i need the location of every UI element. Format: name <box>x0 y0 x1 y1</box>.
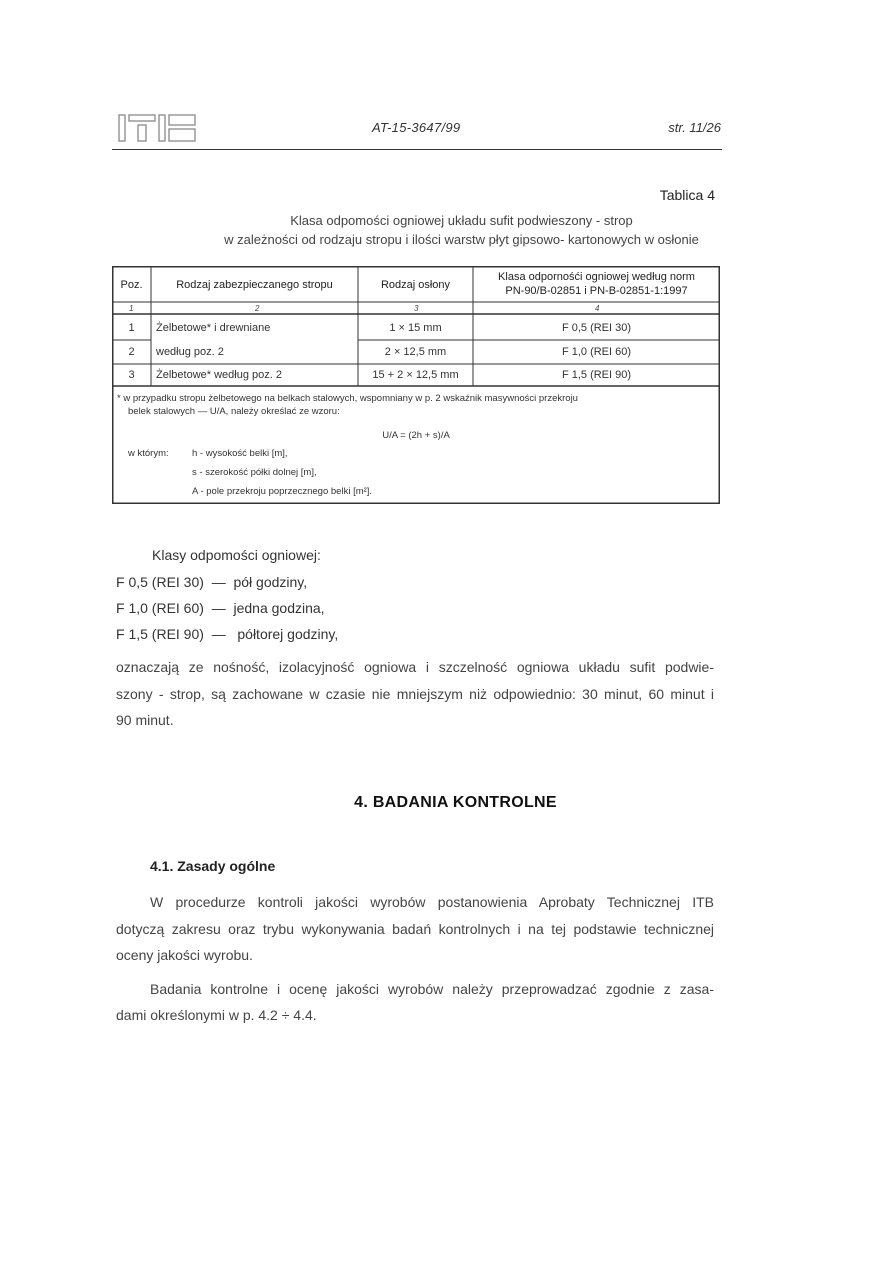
row2-klasa: F 1,0 (REI 60) <box>561 346 632 358</box>
section-heading: 4. BADANIA KONTROLNE <box>354 794 557 811</box>
footnote-def-h: h - wysokość belki [m], <box>192 448 288 459</box>
document-number: AT-15-3647/99 <box>372 120 461 135</box>
col-number-1: 1 <box>129 304 134 313</box>
para3-line2: dami określonymi w p. 4.2 ÷ 4.4. <box>116 1007 317 1023</box>
footnote-formula: U/A = (2h + s)/A <box>382 430 450 441</box>
header-klasa: Klasa odpornośći ogniowej według norm <box>498 271 695 283</box>
footnote-where-label: w którym: <box>128 448 169 459</box>
header-rodzaj-oslony: Rodzaj osłony <box>380 279 451 291</box>
para2-line3: oceny jakości wyrobu. <box>116 947 253 963</box>
row3-poz: 3 <box>128 369 135 381</box>
row3-oslona: 15 + 2 × 12,5 mm <box>372 369 459 381</box>
table-caption-line2: w zależności od rodzaju stropu i ilości warstw płyt gipsowo- kartonowych w osłonie <box>224 232 699 247</box>
para2-line1: W procedurze kontroli jakości wyrobów postanowienia Aprobaty Technicznej ITB <box>150 894 714 910</box>
para1-line2: szony - strop, są zachowane w czasie nie mniejszym niż odpowiednio: 30 minut, 60 minut i <box>116 686 714 702</box>
class-item-1: F 0,5 (REI 30) — pół godziny, <box>116 574 308 590</box>
row1-poz: 1 <box>128 322 135 334</box>
row3-klasa: F 1,5 (REI 90) <box>561 369 632 381</box>
col-number-4: 4 <box>595 304 600 313</box>
header-rodzaj-stropu: Rodzaj zabezpieczanego stropu <box>176 279 333 291</box>
row2-rodzaj: według poz. 2 <box>156 346 224 358</box>
row2-poz: 2 <box>128 346 135 358</box>
row2-oslona: 2 × 12,5 mm <box>384 346 447 358</box>
fire-resistance-table <box>112 266 720 504</box>
para1-line3: 90 minut. <box>116 712 174 728</box>
header-normy: PN-90/B-02851 i PN-B-02851-1:1997 <box>505 285 688 297</box>
classes-intro: Klasy odpomości ogniowej: <box>152 547 321 563</box>
footnote-line2: belek stalowych — U/A, należy określać ze wzoru: <box>128 406 340 417</box>
table-label: Tablica 4 <box>659 187 715 203</box>
subsection-heading: 4.1. Zasady ogólne <box>150 858 276 874</box>
row3-rodzaj: Żelbetowe* według poz. 2 <box>156 369 282 381</box>
class-item-3: F 1,5 (REI 90) — półtorej godziny, <box>116 626 339 642</box>
para1-line1: oznaczają ze nośność, izolacyjność ogniowa i szczelność ogniowa układu sufit podwie- <box>116 659 714 675</box>
col-number-2: 2 <box>255 304 260 313</box>
col-number-3: 3 <box>414 304 419 313</box>
itb-logo <box>117 113 199 143</box>
class-item-2: F 1,0 (REI 60) — jedna godzina, <box>116 600 325 616</box>
footnote-def-s: s - szerokość półki dolnej [m], <box>192 467 317 478</box>
footnote-line1: * w przypadku stropu żelbetowego na belkach stalowych, wspomniany w p. 2 wskaźnik masywności przekroju <box>117 393 578 404</box>
row1-oslona: 1 × 15 mm <box>389 322 442 334</box>
footnote-def-a: A - pole przekroju poprzecznego belki [m²]. <box>192 486 373 497</box>
row1-rodzaj: Żelbetowe* i drewniane <box>156 322 271 334</box>
row1-klasa: F 0,5 (REI 30) <box>561 322 632 334</box>
header-poz: Poz. <box>120 279 143 291</box>
page-number: str. 11/26 <box>668 120 721 135</box>
header-divider <box>112 149 722 150</box>
table-caption-line1: Klasa odpomości ogniowej układu sufit podwieszony - strop <box>290 213 633 228</box>
para3-line1: Badania kontrolne i ocenę jakości wyrobów należy przeprowadzać zgodnie z zasa- <box>150 981 714 997</box>
para2-line2: dotyczą zakresu oraz trybu wykonywania badań kontrolnych i na tej podstawie technicznej <box>116 921 714 937</box>
